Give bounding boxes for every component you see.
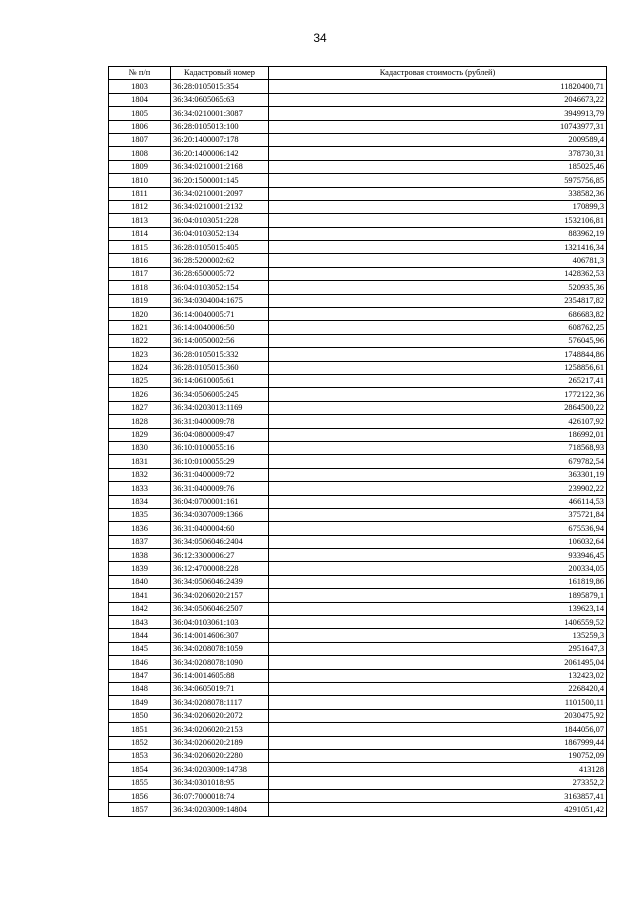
- cell-row-number: 1837: [109, 535, 171, 548]
- cell-row-number: 1808: [109, 147, 171, 160]
- table-row: [109, 482, 607, 495]
- cell-cadastral-number: 36:34:0210001:3087: [171, 107, 269, 120]
- cell-cadastral-number: 36:34:0208078:1117: [171, 696, 269, 709]
- cell-row-number: 1843: [109, 616, 171, 629]
- table-row: [109, 602, 607, 615]
- cell-cadastral-number: 36:34:0304004:1675: [171, 294, 269, 307]
- cell-cadastral-value: 933946,45: [269, 549, 607, 562]
- table-row: [109, 669, 607, 682]
- cell-cadastral-number: 36:14:0014606:307: [171, 629, 269, 642]
- cell-row-number: 1810: [109, 174, 171, 187]
- cell-cadastral-value: 185025,46: [269, 160, 607, 173]
- table-row: [109, 749, 607, 762]
- table-body: [109, 80, 607, 816]
- cell-cadastral-value: 2009589,4: [269, 133, 607, 146]
- cell-row-number: 1848: [109, 682, 171, 695]
- cell-cadastral-value: 426107,92: [269, 415, 607, 428]
- cell-row-number: 1809: [109, 160, 171, 173]
- cell-cadastral-number: 36:28:0105015:354: [171, 80, 269, 93]
- table-row: [109, 294, 607, 307]
- cell-cadastral-value: 1428362,53: [269, 267, 607, 280]
- table-row: [109, 374, 607, 387]
- cell-cadastral-value: 375721,84: [269, 508, 607, 521]
- cell-cadastral-number: 36:31:0400009:76: [171, 482, 269, 495]
- cell-cadastral-value: 2061495,04: [269, 656, 607, 669]
- table-row: [109, 508, 607, 521]
- cell-cadastral-number: 36:34:0210001:2168: [171, 160, 269, 173]
- header-cadastral-number: Кадастровый номер: [171, 67, 269, 80]
- table-row: [109, 281, 607, 294]
- table-row: [109, 522, 607, 535]
- table-row: [109, 308, 607, 321]
- cell-cadastral-number: 36:34:0210001:2097: [171, 187, 269, 200]
- cell-row-number: 1825: [109, 374, 171, 387]
- cell-cadastral-number: 36:28:0105015:405: [171, 241, 269, 254]
- cell-cadastral-value: 3949913,79: [269, 107, 607, 120]
- table-row: [109, 107, 607, 120]
- cell-cadastral-number: 36:28:5200002:62: [171, 254, 269, 267]
- cell-row-number: 1813: [109, 214, 171, 227]
- cell-row-number: 1804: [109, 93, 171, 106]
- table-row: [109, 790, 607, 803]
- table-row: [109, 736, 607, 749]
- table-row: [109, 401, 607, 414]
- cell-cadastral-value: 1101500,11: [269, 696, 607, 709]
- cell-cadastral-value: 883962,19: [269, 227, 607, 240]
- cell-cadastral-value: 2030475,92: [269, 709, 607, 722]
- header-cadastral-value: Кадастровая стоимость (рублей): [269, 67, 607, 80]
- cell-cadastral-number: 36:10:0100055:16: [171, 441, 269, 454]
- cell-cadastral-value: 2951647,3: [269, 642, 607, 655]
- table-row: [109, 133, 607, 146]
- cell-row-number: 1844: [109, 629, 171, 642]
- cell-cadastral-value: 378730,31: [269, 147, 607, 160]
- table-row: [109, 415, 607, 428]
- cell-cadastral-value: 576045,96: [269, 334, 607, 347]
- cell-cadastral-number: 36:20:1400007:178: [171, 133, 269, 146]
- cell-cadastral-number: 36:34:0206020:2157: [171, 589, 269, 602]
- cell-cadastral-value: 406781,3: [269, 254, 607, 267]
- cell-cadastral-value: 520935,36: [269, 281, 607, 294]
- cell-cadastral-number: 36:34:0506046:2439: [171, 575, 269, 588]
- cell-cadastral-value: 106032,64: [269, 535, 607, 548]
- cell-cadastral-value: 2046673,22: [269, 93, 607, 106]
- cell-cadastral-number: 36:04:0103061:103: [171, 616, 269, 629]
- cell-cadastral-value: 11820400,71: [269, 80, 607, 93]
- cell-cadastral-value: 1867999,44: [269, 736, 607, 749]
- cell-cadastral-value: 239902,22: [269, 482, 607, 495]
- cell-cadastral-value: 675536,94: [269, 522, 607, 535]
- cell-row-number: 1811: [109, 187, 171, 200]
- table-row: [109, 348, 607, 361]
- cell-row-number: 1845: [109, 642, 171, 655]
- cell-cadastral-value: 679782,54: [269, 455, 607, 468]
- cadastral-value-table: [108, 66, 607, 817]
- cell-cadastral-value: 161819,86: [269, 575, 607, 588]
- cell-row-number: 1857: [109, 803, 171, 816]
- table-row: [109, 803, 607, 816]
- cell-cadastral-number: 36:34:0506046:2507: [171, 602, 269, 615]
- cell-cadastral-number: 36:12:4700008:228: [171, 562, 269, 575]
- cell-cadastral-value: 2268420,4: [269, 682, 607, 695]
- cell-row-number: 1834: [109, 495, 171, 508]
- cell-cadastral-number: 36:04:0103051:228: [171, 214, 269, 227]
- cell-cadastral-number: 36:34:0506046:2404: [171, 535, 269, 548]
- cell-cadastral-value: 338582,36: [269, 187, 607, 200]
- cell-cadastral-number: 36:20:1500001:145: [171, 174, 269, 187]
- cell-cadastral-number: 36:31:0400009:78: [171, 415, 269, 428]
- cell-cadastral-value: 135259,3: [269, 629, 607, 642]
- table-row: [109, 589, 607, 602]
- cell-row-number: 1807: [109, 133, 171, 146]
- cell-row-number: 1838: [109, 549, 171, 562]
- cell-row-number: 1814: [109, 227, 171, 240]
- cell-row-number: 1829: [109, 428, 171, 441]
- cell-cadastral-number: 36:34:0206020:2189: [171, 736, 269, 749]
- cell-cadastral-value: 170899,3: [269, 200, 607, 213]
- table-row: [109, 709, 607, 722]
- table-row: [109, 696, 607, 709]
- cell-cadastral-value: 1532106,81: [269, 214, 607, 227]
- cell-cadastral-value: 10743977,31: [269, 120, 607, 133]
- table-row: [109, 682, 607, 695]
- cell-row-number: 1846: [109, 656, 171, 669]
- cell-cadastral-number: 36:14:0014605:88: [171, 669, 269, 682]
- table-row: [109, 187, 607, 200]
- cell-row-number: 1816: [109, 254, 171, 267]
- table-row: [109, 441, 607, 454]
- cell-cadastral-number: 36:34:0203009:14738: [171, 763, 269, 776]
- cell-row-number: 1817: [109, 267, 171, 280]
- cell-row-number: 1832: [109, 468, 171, 481]
- cell-row-number: 1835: [109, 508, 171, 521]
- cell-row-number: 1833: [109, 482, 171, 495]
- cell-cadastral-number: 36:14:0050002:56: [171, 334, 269, 347]
- table-row: [109, 616, 607, 629]
- table-row: [109, 214, 607, 227]
- cell-cadastral-value: 265217,41: [269, 374, 607, 387]
- cell-row-number: 1812: [109, 200, 171, 213]
- cell-row-number: 1818: [109, 281, 171, 294]
- cell-cadastral-number: 36:14:0610005:61: [171, 374, 269, 387]
- cell-row-number: 1831: [109, 455, 171, 468]
- cell-row-number: 1856: [109, 790, 171, 803]
- cell-cadastral-number: 36:28:0105015:332: [171, 348, 269, 361]
- cell-cadastral-number: 36:34:0301018:95: [171, 776, 269, 789]
- table-row: [109, 388, 607, 401]
- cell-cadastral-value: 2864500,22: [269, 401, 607, 414]
- cell-cadastral-value: 686683,82: [269, 308, 607, 321]
- table-row: [109, 267, 607, 280]
- cell-cadastral-number: 36:34:0208078:1090: [171, 656, 269, 669]
- cell-row-number: 1854: [109, 763, 171, 776]
- cell-cadastral-value: 273352,2: [269, 776, 607, 789]
- table-row: [109, 334, 607, 347]
- table-row: [109, 80, 607, 93]
- table-row: [109, 93, 607, 106]
- cell-row-number: 1850: [109, 709, 171, 722]
- cell-cadastral-number: 36:34:0506005:245: [171, 388, 269, 401]
- cell-cadastral-number: 36:34:0307009:1366: [171, 508, 269, 521]
- cell-cadastral-value: 363301,19: [269, 468, 607, 481]
- cell-cadastral-number: 36:04:0700001:161: [171, 495, 269, 508]
- cell-row-number: 1853: [109, 749, 171, 762]
- cell-row-number: 1842: [109, 602, 171, 615]
- cell-cadastral-value: 190752,09: [269, 749, 607, 762]
- table-row: [109, 254, 607, 267]
- header-row-number: № п/п: [109, 67, 171, 80]
- cell-cadastral-value: 1895879,1: [269, 589, 607, 602]
- table-row: [109, 200, 607, 213]
- table-row: [109, 147, 607, 160]
- cell-row-number: 1847: [109, 669, 171, 682]
- cell-row-number: 1851: [109, 723, 171, 736]
- cell-cadastral-number: 36:28:6500005:72: [171, 267, 269, 280]
- cell-cadastral-number: 36:14:0040005:71: [171, 308, 269, 321]
- page-number: 34: [313, 31, 327, 45]
- cell-row-number: 1821: [109, 321, 171, 334]
- cell-cadastral-number: 36:28:0105013:100: [171, 120, 269, 133]
- cell-row-number: 1820: [109, 308, 171, 321]
- cell-cadastral-number: 36:04:0800009:47: [171, 428, 269, 441]
- cell-cadastral-number: 36:04:0103052:134: [171, 227, 269, 240]
- table-row: [109, 160, 607, 173]
- cell-row-number: 1805: [109, 107, 171, 120]
- cell-cadastral-value: 4291051,42: [269, 803, 607, 816]
- cell-row-number: 1803: [109, 80, 171, 93]
- table-row: [109, 763, 607, 776]
- cell-cadastral-value: 186992,01: [269, 428, 607, 441]
- table-row: [109, 535, 607, 548]
- table-row: [109, 723, 607, 736]
- table-row: [109, 174, 607, 187]
- cell-cadastral-value: 3163857,41: [269, 790, 607, 803]
- cell-row-number: 1822: [109, 334, 171, 347]
- cell-cadastral-value: 1406559,52: [269, 616, 607, 629]
- cell-cadastral-value: 413128: [269, 763, 607, 776]
- table-row: [109, 361, 607, 374]
- cell-row-number: 1826: [109, 388, 171, 401]
- table-row: [109, 562, 607, 575]
- cell-row-number: 1806: [109, 120, 171, 133]
- table-row: [109, 656, 607, 669]
- cell-cadastral-value: 2354817,82: [269, 294, 607, 307]
- table-row: [109, 642, 607, 655]
- cell-cadastral-number: 36:34:0210001:2132: [171, 200, 269, 213]
- cell-row-number: 1836: [109, 522, 171, 535]
- cell-cadastral-value: 200334,05: [269, 562, 607, 575]
- cell-row-number: 1855: [109, 776, 171, 789]
- cell-cadastral-number: 36:34:0206020:2072: [171, 709, 269, 722]
- cell-cadastral-number: 36:28:0105015:360: [171, 361, 269, 374]
- table-row: [109, 776, 607, 789]
- cell-row-number: 1839: [109, 562, 171, 575]
- cell-cadastral-number: 36:04:0103052:154: [171, 281, 269, 294]
- cell-row-number: 1819: [109, 294, 171, 307]
- cell-row-number: 1830: [109, 441, 171, 454]
- cell-cadastral-number: 36:07:7000018:74: [171, 790, 269, 803]
- cell-row-number: 1824: [109, 361, 171, 374]
- cell-cadastral-number: 36:34:0206020:2153: [171, 723, 269, 736]
- cell-row-number: 1852: [109, 736, 171, 749]
- table-row: [109, 575, 607, 588]
- table-row: [109, 120, 607, 133]
- table-row: [109, 549, 607, 562]
- table-row: [109, 227, 607, 240]
- cell-cadastral-number: 36:34:0605065:63: [171, 93, 269, 106]
- cell-cadastral-number: 36:20:1400006:142: [171, 147, 269, 160]
- cell-row-number: 1823: [109, 348, 171, 361]
- cell-row-number: 1841: [109, 589, 171, 602]
- cell-cadastral-value: 132423,02: [269, 669, 607, 682]
- cell-cadastral-value: 466114,53: [269, 495, 607, 508]
- cell-cadastral-number: 36:34:0203013:1169: [171, 401, 269, 414]
- table-row: [109, 495, 607, 508]
- cell-cadastral-number: 36:31:0400009:72: [171, 468, 269, 481]
- cell-cadastral-value: 1748844,86: [269, 348, 607, 361]
- cell-cadastral-value: 1844056,07: [269, 723, 607, 736]
- table-row: [109, 321, 607, 334]
- cell-cadastral-number: 36:12:3300006:27: [171, 549, 269, 562]
- cell-row-number: 1815: [109, 241, 171, 254]
- cell-cadastral-number: 36:10:0100055:29: [171, 455, 269, 468]
- cell-cadastral-value: 718568,93: [269, 441, 607, 454]
- cell-row-number: 1840: [109, 575, 171, 588]
- table-row: [109, 455, 607, 468]
- cell-cadastral-value: 1258856,61: [269, 361, 607, 374]
- cell-cadastral-value: 608762,25: [269, 321, 607, 334]
- cell-cadastral-number: 36:34:0206020:2280: [171, 749, 269, 762]
- cell-cadastral-number: 36:34:0203009:14804: [171, 803, 269, 816]
- cell-cadastral-number: 36:31:0400004:60: [171, 522, 269, 535]
- cell-cadastral-number: 36:34:0208078:1059: [171, 642, 269, 655]
- table-row: [109, 629, 607, 642]
- cell-row-number: 1849: [109, 696, 171, 709]
- table-row: [109, 241, 607, 254]
- cell-cadastral-value: 139623,14: [269, 602, 607, 615]
- table-header-row: [109, 67, 607, 80]
- table-row: [109, 468, 607, 481]
- cell-cadastral-number: 36:34:0605019:71: [171, 682, 269, 695]
- cell-row-number: 1828: [109, 415, 171, 428]
- cell-cadastral-number: 36:14:0040006:50: [171, 321, 269, 334]
- cell-row-number: 1827: [109, 401, 171, 414]
- table-row: [109, 428, 607, 441]
- cell-cadastral-value: 5975756,85: [269, 174, 607, 187]
- cell-cadastral-value: 1772122,36: [269, 388, 607, 401]
- cell-cadastral-value: 1321416,34: [269, 241, 607, 254]
